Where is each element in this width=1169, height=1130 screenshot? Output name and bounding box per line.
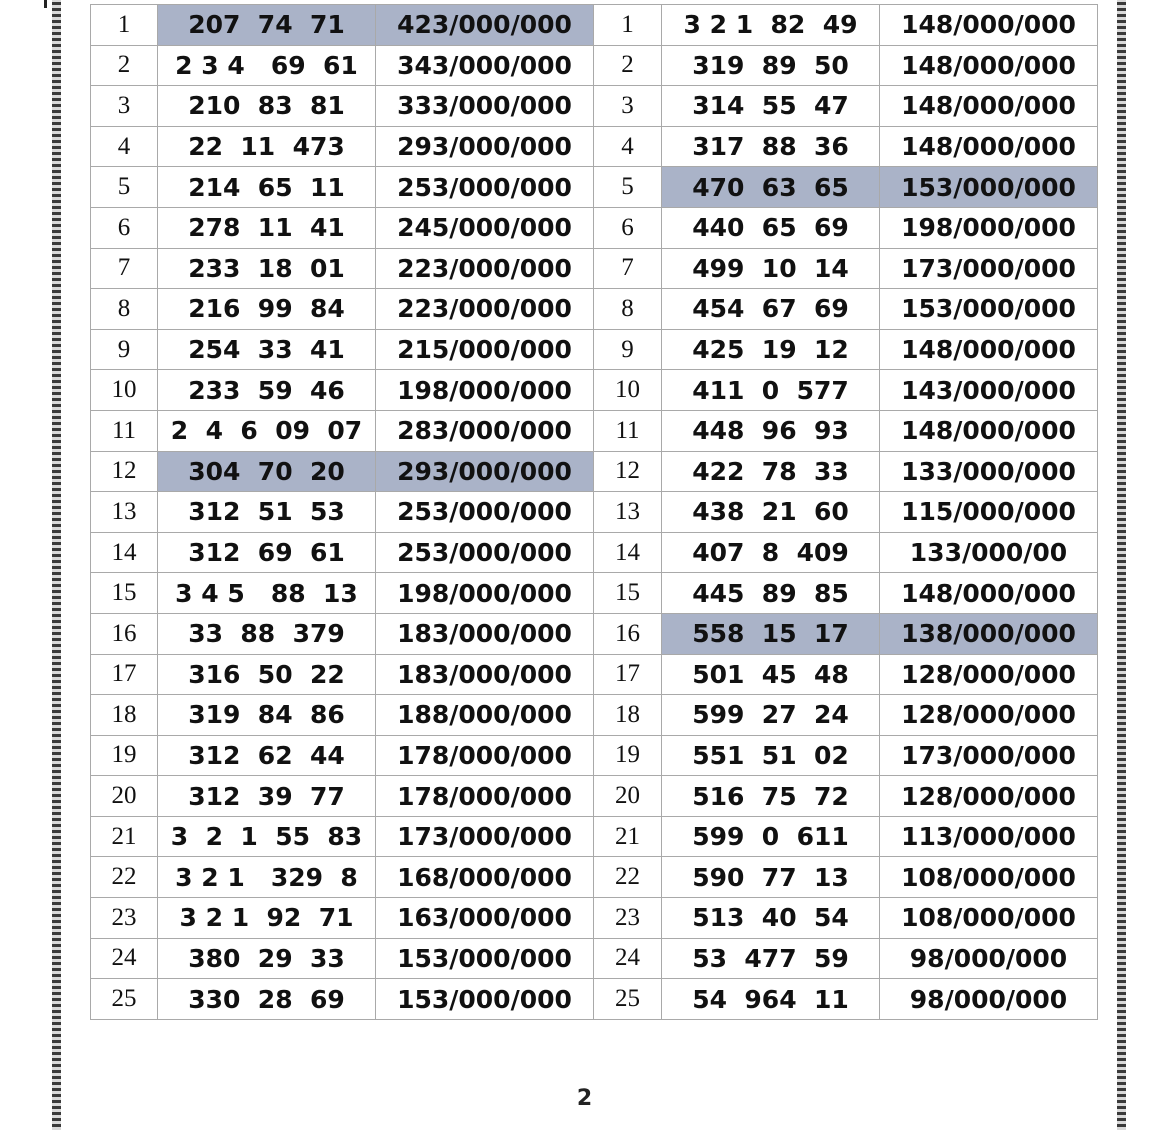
right-winning-number: 422 78 33 [662,451,880,492]
right-prize-amount: 113/000/000 [880,816,1098,857]
left-winning-number: 278 11 41 [158,207,376,248]
right-winning-number: 425 19 12 [662,329,880,370]
table-row [91,329,1098,370]
right-winning-number: 470 63 65 [662,167,880,208]
table-row [91,532,1098,573]
right-winning-number: 501 45 48 [662,654,880,695]
right-prize-amount: 148/000/000 [880,5,1098,46]
left-winning-number: 3 2 1 329 8 [158,857,376,898]
right-prize-amount: 148/000/000 [880,86,1098,127]
table-row [91,45,1098,86]
left-row-index: 18 [91,695,158,736]
right-row-index: 8 [594,289,662,330]
right-winning-number: 516 75 72 [662,776,880,817]
right-winning-number: 319 89 50 [662,45,880,86]
right-row-index: 17 [594,654,662,695]
left-winning-number: 254 33 41 [158,329,376,370]
right-row-index: 20 [594,776,662,817]
table-row [91,776,1098,817]
left-row-index: 11 [91,410,158,451]
left-prize-amount: 253/000/000 [376,167,594,208]
left-winning-number: 22 11 473 [158,126,376,167]
left-winning-number: 3 2 1 55 83 [158,816,376,857]
left-row-index: 17 [91,654,158,695]
left-winning-number: 33 88 379 [158,613,376,654]
right-prize-amount: 198/000/000 [880,207,1098,248]
right-winning-number: 448 96 93 [662,410,880,451]
right-prize-amount: 98/000/000 [880,979,1098,1020]
table-row [91,86,1098,127]
left-winning-number: 319 84 86 [158,695,376,736]
right-prize-amount: 128/000/000 [880,776,1098,817]
left-prize-amount: 223/000/000 [376,289,594,330]
left-winning-number: 214 65 11 [158,167,376,208]
left-row-index: 23 [91,898,158,939]
left-prize-amount: 163/000/000 [376,898,594,939]
left-prize-amount: 153/000/000 [376,938,594,979]
table-row [91,289,1098,330]
left-prize-amount: 183/000/000 [376,654,594,695]
left-row-index: 16 [91,613,158,654]
right-prize-amount: 148/000/000 [880,329,1098,370]
left-row-index: 3 [91,86,158,127]
right-row-index: 25 [594,979,662,1020]
right-prize-amount: 173/000/000 [880,735,1098,776]
right-prize-amount: 143/000/000 [880,370,1098,411]
border-mark [44,0,47,8]
right-row-index: 14 [594,532,662,573]
left-row-index: 25 [91,979,158,1020]
right-winning-number: 411 0 577 [662,370,880,411]
left-row-index: 13 [91,492,158,533]
right-prize-amount: 108/000/000 [880,898,1098,939]
right-prize-amount: 128/000/000 [880,654,1098,695]
right-winning-number: 53 477 59 [662,938,880,979]
right-row-index: 22 [594,857,662,898]
left-row-index: 24 [91,938,158,979]
left-prize-amount: 188/000/000 [376,695,594,736]
left-winning-number: 380 29 33 [158,938,376,979]
left-row-index: 15 [91,573,158,614]
right-winning-number: 454 67 69 [662,289,880,330]
right-row-index: 6 [594,207,662,248]
right-winning-number: 440 65 69 [662,207,880,248]
right-winning-number: 513 40 54 [662,898,880,939]
right-prize-amount: 148/000/000 [880,573,1098,614]
right-prize-amount: 115/000/000 [880,492,1098,533]
left-row-index: 8 [91,289,158,330]
left-row-index: 6 [91,207,158,248]
left-row-index: 1 [91,5,158,46]
left-winning-number: 304 70 20 [158,451,376,492]
left-prize-amount: 333/000/000 [376,86,594,127]
left-prize-amount: 293/000/000 [376,126,594,167]
table-row [91,207,1098,248]
right-row-index: 12 [594,451,662,492]
right-row-index: 2 [594,45,662,86]
right-winning-number: 314 55 47 [662,86,880,127]
right-row-index: 1 [594,5,662,46]
right-prize-amount: 148/000/000 [880,126,1098,167]
right-prize-amount: 148/000/000 [880,45,1098,86]
table-row [91,492,1098,533]
right-row-index: 11 [594,410,662,451]
right-row-index: 23 [594,898,662,939]
left-prize-amount: 245/000/000 [376,207,594,248]
right-row-index: 18 [594,695,662,736]
left-winning-number: 330 28 69 [158,979,376,1020]
left-winning-number: 316 50 22 [158,654,376,695]
right-row-index: 5 [594,167,662,208]
right-winning-number: 3 2 1 82 49 [662,5,880,46]
right-row-index: 19 [594,735,662,776]
left-winning-number: 312 69 61 [158,532,376,573]
left-prize-amount: 253/000/000 [376,532,594,573]
left-prize-amount: 198/000/000 [376,370,594,411]
right-row-index: 3 [594,86,662,127]
left-winning-number: 3 2 1 92 71 [158,898,376,939]
right-winning-number: 407 8 409 [662,532,880,573]
right-winning-number: 558 15 17 [662,613,880,654]
left-prize-amount: 183/000/000 [376,613,594,654]
left-prize-amount: 253/000/000 [376,492,594,533]
left-row-index: 7 [91,248,158,289]
table-row [91,126,1098,167]
right-row-index: 16 [594,613,662,654]
right-winning-number: 590 77 13 [662,857,880,898]
table-row [91,816,1098,857]
right-row-index: 4 [594,126,662,167]
left-row-index: 21 [91,816,158,857]
right-row-index: 21 [594,816,662,857]
table-row [91,451,1098,492]
table-row [91,248,1098,289]
right-prize-amount: 98/000/000 [880,938,1098,979]
right-prize-amount: 153/000/000 [880,289,1098,330]
left-row-index: 10 [91,370,158,411]
left-row-index: 2 [91,45,158,86]
left-prize-amount: 198/000/000 [376,573,594,614]
table-row [91,898,1098,939]
left-prize-amount: 173/000/000 [376,816,594,857]
left-row-index: 5 [91,167,158,208]
left-row-index: 4 [91,126,158,167]
left-prize-amount: 223/000/000 [376,248,594,289]
table-row [91,410,1098,451]
table-row [91,857,1098,898]
right-row-index: 7 [594,248,662,289]
right-prize-amount: 133/000/000 [880,451,1098,492]
right-prize-amount: 173/000/000 [880,248,1098,289]
left-winning-number: 233 18 01 [158,248,376,289]
left-winning-number: 312 62 44 [158,735,376,776]
table-row [91,5,1098,46]
right-winning-number: 499 10 14 [662,248,880,289]
right-winning-number: 317 88 36 [662,126,880,167]
right-prize-amount: 138/000/000 [880,613,1098,654]
right-prize-amount: 148/000/000 [880,410,1098,451]
left-prize-amount: 343/000/000 [376,45,594,86]
left-winning-number: 210 83 81 [158,86,376,127]
right-winning-number: 599 0 611 [662,816,880,857]
table-row [91,613,1098,654]
left-winning-number: 207 74 71 [158,5,376,46]
left-winning-number: 3 4 5 88 13 [158,573,376,614]
left-prize-amount: 283/000/000 [376,410,594,451]
left-prize-amount: 423/000/000 [376,5,594,46]
right-prize-amount: 128/000/000 [880,695,1098,736]
left-prize-amount: 178/000/000 [376,776,594,817]
right-winning-number: 438 21 60 [662,492,880,533]
right-prize-amount: 133/000/00 [880,532,1098,573]
left-row-index: 12 [91,451,158,492]
right-row-index: 10 [594,370,662,411]
table-row [91,370,1098,411]
page-number: 2 [576,1086,593,1111]
left-winning-number: 216 99 84 [158,289,376,330]
table-row [91,979,1098,1020]
right-winning-number: 445 89 85 [662,573,880,614]
left-prize-amount: 168/000/000 [376,857,594,898]
table-row [91,654,1098,695]
left-winning-number: 233 59 46 [158,370,376,411]
results-table [90,4,1098,1020]
left-winning-number: 2 4 6 09 07 [158,410,376,451]
right-prize-amount: 153/000/000 [880,167,1098,208]
left-winning-number: 312 39 77 [158,776,376,817]
right-row-index: 24 [594,938,662,979]
left-prize-amount: 178/000/000 [376,735,594,776]
table-row [91,938,1098,979]
left-row-index: 20 [91,776,158,817]
results-table-body [91,5,1098,1020]
left-row-index: 22 [91,857,158,898]
right-winning-number: 54 964 11 [662,979,880,1020]
left-row-index: 19 [91,735,158,776]
table-row [91,735,1098,776]
right-row-index: 15 [594,573,662,614]
left-winning-number: 312 51 53 [158,492,376,533]
left-row-index: 9 [91,329,158,370]
table-row [91,167,1098,208]
left-winning-number: 2 3 4 69 61 [158,45,376,86]
right-row-index: 9 [594,329,662,370]
left-prize-amount: 293/000/000 [376,451,594,492]
right-winning-number: 551 51 02 [662,735,880,776]
right-prize-amount: 108/000/000 [880,857,1098,898]
right-winning-number: 599 27 24 [662,695,880,736]
table-row [91,695,1098,736]
left-prize-amount: 215/000/000 [376,329,594,370]
left-row-index: 14 [91,532,158,573]
left-prize-amount: 153/000/000 [376,979,594,1020]
right-row-index: 13 [594,492,662,533]
table-row [91,573,1098,614]
